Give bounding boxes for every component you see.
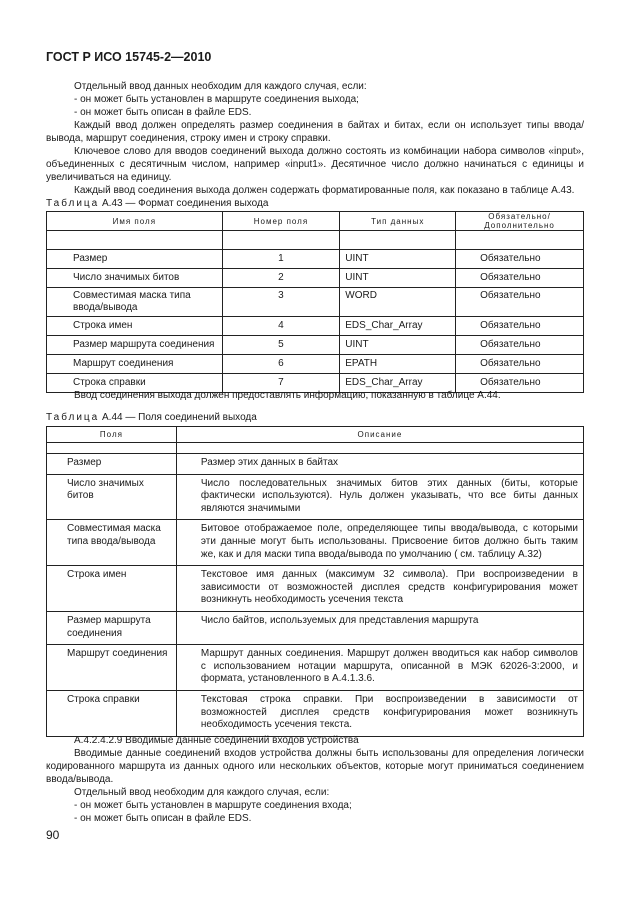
section-paragraph: Вводимые данные соединений входов устройства должны быть использованы для определения логически кодированного маршрута из данных одного или нескольких объектов, которые могут приниматься соединением ввода/вывода. — [46, 748, 584, 785]
requirement: Обязательно — [456, 355, 584, 374]
table-row — [47, 474, 584, 520]
field-description: Битовое отображаемое поле, определяющее типы ввода/вывода, с которыми эти данные могут быть использованы. Присвоение битов должно быть таким же, как и для маски типа ввода/вывода по умолчанию ( см. таблицу А.32) — [176, 520, 583, 566]
mid-text — [46, 389, 584, 402]
column-header: Обязательно/ Дополнительно — [456, 212, 584, 231]
intro-dash-item: - он может быть описан в файле EDS. — [74, 107, 252, 118]
section-text — [46, 734, 584, 825]
caption-title: А.44 — Поля соединений выхода — [102, 412, 257, 423]
field-name: Строка имен — [47, 566, 177, 612]
field-number: 5 — [222, 336, 340, 355]
column-header: Номер поля — [222, 212, 340, 231]
field-description: Число байтов, используемых для представления маршрута — [176, 611, 583, 644]
requirement: Обязательно — [456, 269, 584, 288]
column-header: Описание — [176, 427, 583, 443]
intro-paragraph: Каждый ввод должен определять размер соединения в байтах и битах, если он использует типы ввода/вывода, маршрут соединения, строку имен и строку справки. — [46, 120, 584, 144]
field-description: Текстовое имя данных (максимум 32 символа). При воспроизведении в зависимости от возможностей дисплея средств конфигурирования может возникнуть необходимость усечения текста — [176, 566, 583, 612]
data-type: EDS_Char_Array — [340, 374, 456, 393]
table-row — [47, 317, 584, 336]
table-44 — [46, 426, 584, 737]
document-header: ГОСТ Р ИСО 15745-2—2010 — [46, 50, 212, 64]
field-description: Размер этих данных в байтах — [176, 454, 583, 475]
field-name: Размер маршрута соединения — [47, 336, 223, 355]
section-heading: А.4.2.4.2.9 Вводимые данные соединений входов устройства — [74, 735, 359, 746]
section-paragraph: Отдельный ввод необходим для каждого случая, если: — [74, 787, 330, 798]
requirement: Обязательно — [456, 374, 584, 393]
field-number: 3 — [222, 288, 340, 317]
field-name: Совместимая маска типа ввода/вывода — [47, 520, 177, 566]
table-44-caption — [46, 412, 257, 423]
caption-title: А.43 — Формат соединения выхода — [102, 198, 269, 209]
intro-dash-item: - он может быть установлен в маршруте соединения выхода; — [74, 94, 359, 105]
column-header: Поля — [47, 427, 177, 443]
requirement: Обязательно — [456, 250, 584, 269]
field-number: 7 — [222, 374, 340, 393]
field-description: Маршрут данных соединения. Маршрут должен вводиться как набор символов с использованием нотации маршрута, описанной в МЭК 62026-3:2000, и формата, установленного в А.4.1.3.6. — [176, 645, 583, 691]
data-type: WORD — [340, 288, 456, 317]
field-name: Строка имен — [47, 317, 223, 336]
data-type: UINT — [340, 269, 456, 288]
table-43 — [46, 211, 584, 393]
field-number: 4 — [222, 317, 340, 336]
field-name: Совместимая маска типа ввода/вывода — [47, 288, 223, 317]
field-name: Строка справки — [47, 374, 223, 393]
table-row — [47, 355, 584, 374]
field-description: Число последовательных значимых битов этих данных (биты, которые фактически используются). Нуль должен указывать, что все биты данных являются значимыми — [176, 474, 583, 520]
table-row — [47, 269, 584, 288]
caption-word: Таблица — [46, 198, 100, 209]
intro-paragraph: Каждый ввод соединения выхода должен содержать форматированные поля, как показано в таблице А.43. — [74, 185, 575, 196]
column-header: Тип данных — [340, 212, 456, 231]
intro-paragraph: Ключевое слово для вводов соединений выхода должно состоять из комбинации набора символов «input», объединенных с десятичным числом, например «input1». Десятичное число должно начинаться с единицы и увеличиваться на единицу. — [46, 146, 584, 183]
data-type: EPATH — [340, 355, 456, 374]
requirement: Обязательно — [456, 336, 584, 355]
field-number: 6 — [222, 355, 340, 374]
field-name: Размер маршрута соединения — [47, 611, 177, 644]
field-number: 1 — [222, 250, 340, 269]
data-type: UINT — [340, 250, 456, 269]
table-row — [47, 645, 584, 691]
field-name: Строка справки — [47, 690, 177, 736]
section-dash-item: - он может быть установлен в маршруте соединения входа; — [74, 800, 352, 811]
intro-text — [46, 80, 584, 197]
requirement: Обязательно — [456, 317, 584, 336]
field-name: Число значимых битов — [47, 269, 223, 288]
field-description: Текстовая строка справки. При воспроизведении в зависимости от возможностей дисплея средств конфигурирования может возникнуть необходимость усечения текста. — [176, 690, 583, 736]
caption-word: Таблица — [46, 412, 100, 423]
page-number: 90 — [46, 828, 60, 842]
field-name: Маршрут соединения — [47, 355, 223, 374]
field-name: Размер — [47, 250, 223, 269]
table-row — [47, 520, 584, 566]
table-43-caption — [46, 198, 268, 209]
field-name: Маршрут соединения — [47, 645, 177, 691]
section-dash-item: - он может быть описан в файле EDS. — [74, 813, 252, 824]
field-number: 2 — [222, 269, 340, 288]
table-row — [47, 690, 584, 736]
data-type: EDS_Char_Array — [340, 317, 456, 336]
mid-paragraph: Ввод соединения выхода должен предоставлять информацию, показанную в таблице А.44. — [74, 390, 501, 401]
intro-paragraph: Отдельный ввод данных необходим для каждого случая, если: — [74, 81, 367, 92]
data-type: UINT — [340, 336, 456, 355]
column-header: Имя поля — [47, 212, 223, 231]
table-row — [47, 288, 584, 317]
table-row — [47, 566, 584, 612]
field-name: Число значимых битов — [47, 474, 177, 520]
requirement: Обязательно — [456, 288, 584, 317]
field-name: Размер — [47, 454, 177, 475]
table-row — [47, 454, 584, 475]
table-row — [47, 611, 584, 644]
table-row — [47, 250, 584, 269]
table-row — [47, 336, 584, 355]
